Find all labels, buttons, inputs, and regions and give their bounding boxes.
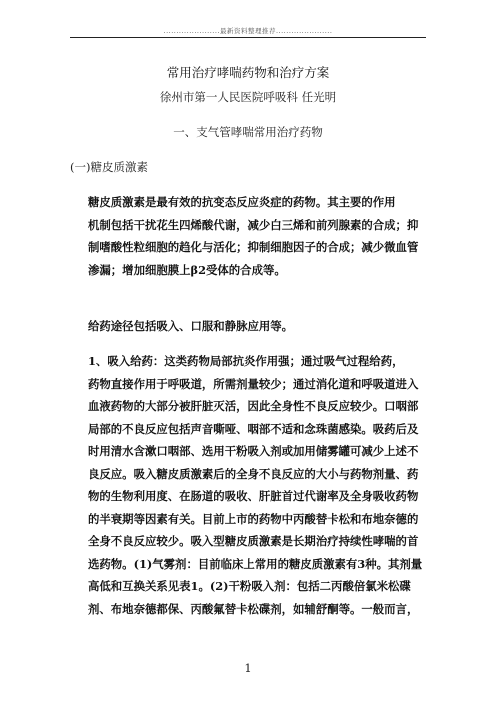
paragraph-routes [88, 315, 428, 338]
section-heading: 一、支气管哮喘常用治疗药物 [173, 125, 323, 139]
paragraph-line: 的半衰期等因素有关。目前上市的药物中丙酸替卡松和布地奈德的 [88, 511, 419, 526]
paragraph-line: 制嗜酸性粒细胞的趋化与活化；抑制细胞因子的合成；减少微血管 [88, 240, 419, 254]
paragraph-line: 药物直接作用于呼吸道，所需剂量较少；通过消化道和呼吸道进入 [88, 376, 419, 391]
paragraph-line: 全身不良反应较少。吸入型糖皮质激素是长期治疗持续性哮喘的首 [88, 534, 419, 548]
header-divider [70, 37, 426, 38]
paragraph-line: 物的生物利用度、在肠道的吸收、肝脏首过代谢率及全身吸收药物 [88, 489, 419, 503]
document-title: 常用治疗哮喘药物和治疗方案 [166, 65, 330, 80]
paragraph-line: 高低和互换关系见表1。(2)干粉吸入剂：包括二丙酸倍氯米松碟 [88, 579, 411, 593]
paragraph-line: 剂、布地奈德都保、丙酸氟替卡松碟剂，如辅舒酮等。一般而言， [88, 601, 419, 616]
page-number: 1 [244, 661, 252, 675]
paragraph-line: 渗漏；增加细胞膜上β2受体的合成等。 [88, 262, 286, 277]
paragraph-line: 局部的不良反应包括声音嘶哑、咽部不适和念珠菌感染。吸药后及 [88, 421, 419, 436]
paragraph-inhalation [88, 350, 428, 620]
paragraph-line: 血液药物的大部分被肝脏灭活，因此全身性不良反应较少。口咽部 [88, 399, 419, 413]
paragraph-line: 糖皮质激素是最有效的抗变态反应炎症的药物。其主要的作用 [88, 195, 396, 209]
paragraph-line: 良反应。吸入糖皮质激素后的全身不良反应的大小与药物剂量、药 [88, 466, 419, 481]
subsection-heading: (一)糖皮质激素 [70, 160, 148, 174]
paragraph-line: 给药途径包括吸入、口服和静脉应用等。 [88, 319, 294, 333]
paragraph-mechanism [88, 191, 428, 281]
document-author: 徐州市第一人民医院呼吸科 任光明 [159, 90, 337, 104]
paragraph-line: 机制包括干扰花生四烯酸代谢，减少白三烯和前列腺素的合成；抑 [88, 217, 419, 232]
page-header: ......................最新资料整理推荐...................... [163, 27, 333, 35]
paragraph-line: 选药物。(1)气雾剂：目前临床上常用的糖皮质激素有3种。其剂量 [88, 556, 423, 571]
paragraph-line: 1、吸入给药：这类药物局部抗炎作用强；通过吸气过程给药， [88, 354, 404, 368]
paragraph-line: 时用清水含漱口咽部、选用干粉吸入剂或加用储雾罐可减少上述不 [88, 444, 419, 458]
